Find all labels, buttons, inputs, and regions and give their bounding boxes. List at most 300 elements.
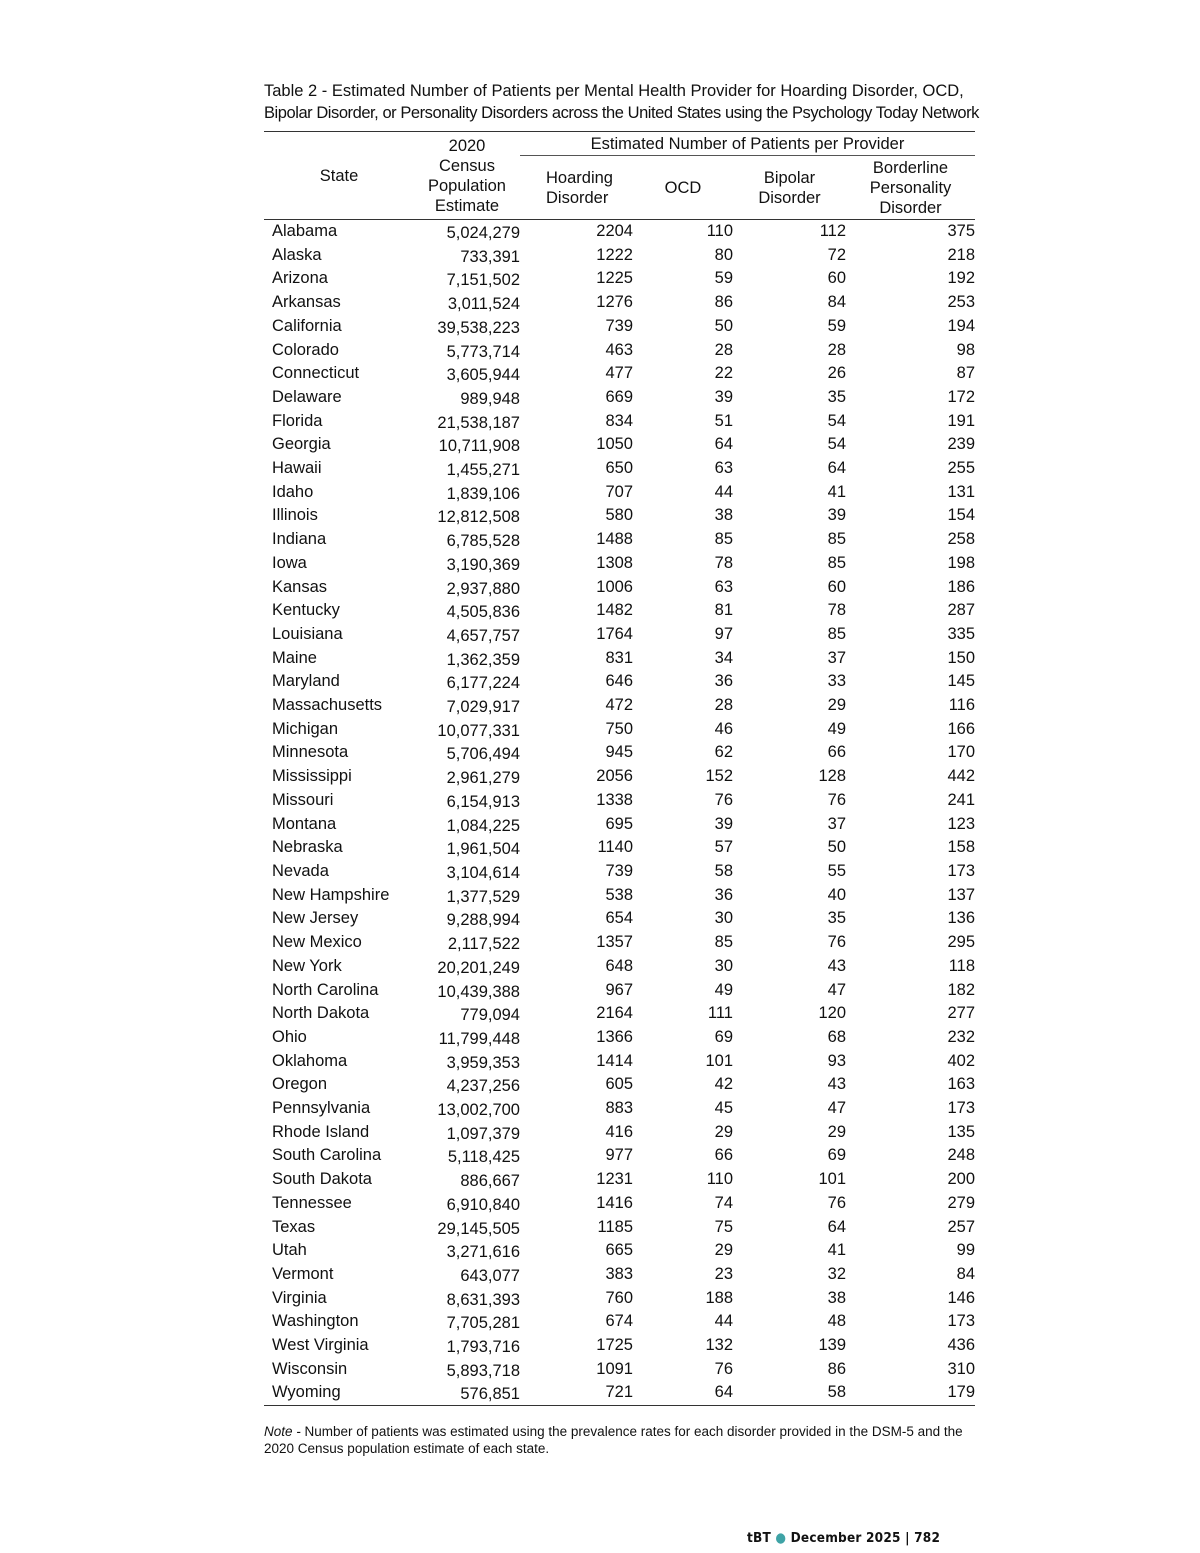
cell-population: 10,711,908 — [438, 437, 520, 456]
cell-bipolar: 39 — [827, 506, 846, 525]
cell-bipolar: 48 — [827, 1312, 846, 1331]
cell-ocd: 29 — [714, 1122, 733, 1141]
cell-bipolar: 47 — [827, 980, 846, 999]
table-row — [264, 1168, 975, 1192]
cell-population: 1,084,225 — [446, 816, 520, 835]
cell-state: Illinois — [272, 506, 318, 525]
header-borderline-line: Personality — [869, 179, 952, 197]
cell-population: 1,793,716 — [446, 1338, 520, 1357]
cell-bipolar: 49 — [827, 719, 846, 738]
cell-ocd: 28 — [714, 340, 733, 359]
cell-borderline: 442 — [947, 767, 975, 786]
cell-population: 10,077,331 — [437, 721, 520, 740]
cell-borderline: 310 — [947, 1359, 975, 1378]
table-row — [264, 741, 975, 765]
cell-population: 39,538,223 — [437, 318, 520, 337]
cell-hoarding: 831 — [605, 648, 633, 667]
cell-ocd: 152 — [705, 767, 733, 786]
cell-borderline: 173 — [947, 1312, 975, 1331]
cell-bipolar: 41 — [827, 482, 846, 501]
cell-population: 8,631,393 — [446, 1290, 520, 1309]
cell-hoarding: 1338 — [596, 790, 633, 809]
cell-state: Arizona — [272, 269, 328, 288]
header-hoarding — [520, 156, 633, 220]
cell-population: 7,705,281 — [446, 1314, 520, 1333]
cell-ocd: 59 — [714, 269, 733, 288]
page-footer — [747, 1530, 940, 1546]
table-row — [264, 362, 975, 386]
caption-title-line1: Estimated Number of Patients per Mental Health Provider for Hoarding Disorder, OCD, — [331, 82, 964, 100]
cell-ocd: 45 — [714, 1099, 733, 1118]
cell-population: 10,439,388 — [437, 982, 520, 1001]
cell-borderline: 255 — [947, 459, 975, 478]
cell-hoarding: 674 — [605, 1312, 633, 1331]
table-row — [264, 931, 975, 955]
cell-state: Kentucky — [272, 601, 340, 620]
cell-hoarding: 472 — [605, 696, 633, 715]
cell-population: 5,773,714 — [446, 342, 520, 361]
header-bipolar-line: Disorder — [758, 189, 821, 207]
cell-state: Wisconsin — [272, 1359, 348, 1378]
table-row — [264, 813, 975, 837]
cell-state: Nebraska — [272, 838, 343, 857]
cell-population: 1,961,504 — [446, 840, 520, 859]
cell-ocd: 80 — [714, 245, 733, 264]
cell-borderline: 194 — [947, 316, 975, 335]
cell-ocd: 75 — [714, 1217, 733, 1236]
cell-bipolar: 40 — [827, 885, 846, 904]
cell-borderline: 248 — [947, 1146, 975, 1165]
cell-population: 4,237,256 — [446, 1077, 520, 1096]
cell-bipolar: 120 — [818, 1004, 846, 1023]
cell-ocd: 58 — [714, 861, 733, 880]
cell-state: Montana — [272, 814, 337, 833]
table-row — [264, 1287, 975, 1311]
cell-state: Nevada — [272, 861, 329, 880]
cell-ocd: 38 — [714, 506, 733, 525]
cell-population: 5,024,279 — [446, 224, 520, 242]
cell-bipolar: 29 — [827, 1122, 846, 1141]
cell-borderline: 258 — [947, 530, 975, 549]
cell-state: Ohio — [272, 1027, 307, 1046]
cell-state: Iowa — [272, 553, 307, 572]
cell-bipolar: 29 — [827, 696, 846, 715]
cell-hoarding: 2204 — [596, 222, 633, 240]
header-borderline-line: Borderline — [872, 159, 949, 177]
cell-ocd: 39 — [714, 387, 733, 406]
cell-hoarding: 739 — [605, 861, 633, 880]
cell-population: 4,505,836 — [446, 603, 520, 622]
cell-ocd: 188 — [705, 1288, 733, 1307]
cell-state: Maine — [272, 648, 317, 667]
cell-population: 5,893,718 — [446, 1361, 520, 1380]
cell-hoarding: 669 — [605, 387, 633, 406]
header-population — [414, 132, 520, 220]
cell-hoarding: 648 — [605, 956, 633, 975]
cell-ocd: 63 — [714, 459, 733, 478]
cell-bipolar: 60 — [827, 269, 846, 288]
cell-ocd: 22 — [714, 364, 733, 383]
cell-hoarding: 650 — [605, 459, 633, 478]
cell-borderline: 154 — [947, 506, 975, 525]
cell-borderline: 99 — [956, 1241, 975, 1260]
cell-borderline: 116 — [948, 696, 975, 715]
cell-population: 6,910,840 — [446, 1195, 520, 1214]
cell-ocd: 64 — [633, 1381, 733, 1405]
cell-hoarding: 739 — [605, 316, 633, 335]
cell-population: 6,154,913 — [446, 792, 520, 811]
cell-borderline: 158 — [947, 838, 975, 857]
cell-ocd: 34 — [714, 648, 733, 667]
cell-population: 3,104,614 — [446, 863, 520, 882]
cell-borderline: 232 — [947, 1027, 975, 1046]
table-row — [264, 481, 975, 505]
data-table — [264, 131, 975, 1406]
cell-population: 733,391 — [460, 247, 520, 266]
cell-bipolar: 68 — [827, 1027, 846, 1046]
cell-borderline: 123 — [947, 814, 975, 833]
cell-hoarding: 1091 — [596, 1359, 633, 1378]
footer-separator: | — [905, 1530, 910, 1546]
cell-borderline: 375 — [947, 222, 975, 240]
cell-borderline: 172 — [947, 387, 975, 406]
footer-bullet-icon: ● — [775, 1530, 787, 1546]
cell-hoarding: 654 — [605, 909, 633, 928]
table-row — [264, 789, 975, 813]
cell-hoarding: 1414 — [596, 1051, 633, 1070]
cell-hoarding: 1140 — [597, 838, 633, 857]
cell-borderline: 295 — [947, 933, 975, 952]
table-row — [264, 1192, 975, 1216]
table-caption — [264, 80, 984, 124]
cell-bipolar: 128 — [818, 767, 846, 786]
table-row — [264, 339, 975, 363]
table-row — [264, 220, 975, 244]
cell-borderline: 191 — [947, 411, 975, 430]
cell-borderline: 118 — [948, 956, 975, 975]
cell-ocd: 97 — [714, 624, 733, 643]
cell-hoarding: 695 — [605, 814, 633, 833]
cell-ocd: 30 — [714, 909, 733, 928]
table-row — [264, 1239, 975, 1263]
cell-ocd: 64 — [714, 435, 733, 454]
table-row — [264, 1144, 975, 1168]
header-borderline — [846, 156, 975, 220]
cell-state: Utah — [272, 1241, 307, 1260]
table-body — [264, 220, 975, 1406]
cell-bipolar: 76 — [827, 933, 846, 952]
cell-population: 9,288,994 — [446, 911, 520, 930]
cell-borderline: 98 — [956, 340, 975, 359]
cell-bipolar: 43 — [827, 1075, 846, 1094]
cell-hoarding: 1416 — [596, 1193, 633, 1212]
table-row — [264, 718, 975, 742]
table-row — [264, 1002, 975, 1026]
caption-title-line2: Bipolar Disorder, or Personality Disorders across the United States using the Psychology Today Network — [264, 104, 979, 122]
cell-state: Louisiana — [272, 624, 343, 643]
cell-bipolar: 64 — [827, 459, 846, 478]
cell-bipolar: 47 — [827, 1099, 846, 1118]
table-row — [264, 291, 975, 315]
cell-borderline: 253 — [947, 293, 975, 312]
header-bipolar-line: Bipolar — [763, 169, 816, 187]
cell-state: North Carolina — [272, 980, 379, 999]
header-ocd: OCD — [633, 156, 733, 220]
cell-borderline: 257 — [947, 1217, 975, 1236]
cell-borderline: 241 — [947, 790, 975, 809]
header-borderline-line: Disorder — [879, 199, 942, 217]
cell-bipolar: 112 — [819, 222, 846, 240]
cell-borderline: 402 — [947, 1051, 975, 1070]
cell-ocd: 57 — [714, 838, 733, 857]
cell-borderline: 218 — [947, 245, 975, 264]
cell-bipolar: 72 — [827, 245, 846, 264]
cell-population: 2,961,279 — [446, 769, 520, 788]
table-row — [264, 884, 975, 908]
header-state: State — [264, 132, 414, 220]
table-row — [264, 244, 975, 268]
table-row — [264, 433, 975, 457]
cell-borderline: 287 — [947, 601, 975, 620]
table-row — [264, 1073, 975, 1097]
cell-ocd: 44 — [714, 1312, 733, 1331]
cell-hoarding: 1276 — [596, 293, 633, 312]
cell-bipolar: 66 — [827, 743, 846, 762]
header-population-line: 2020 — [448, 136, 486, 155]
cell-state: Georgia — [272, 435, 331, 454]
cell-population: 5,118,425 — [447, 1148, 520, 1167]
cell-hoarding: 538 — [605, 885, 633, 904]
cell-hoarding: 383 — [605, 1264, 633, 1283]
cell-borderline: 186 — [947, 577, 975, 596]
table-row — [264, 267, 975, 291]
cell-ocd: 86 — [714, 293, 733, 312]
cell-ocd: 101 — [705, 1051, 733, 1070]
cell-hoarding: 1482 — [596, 601, 633, 620]
cell-ocd: 39 — [714, 814, 733, 833]
cell-bipolar: 32 — [827, 1264, 846, 1283]
caption-line-1 — [264, 80, 984, 102]
cell-state: Oklahoma — [272, 1051, 348, 1070]
cell-population: 3,190,369 — [446, 555, 520, 574]
cell-bipolar: 38 — [827, 1288, 846, 1307]
cell-population: 1,377,529 — [446, 887, 520, 906]
cell-state: Wyoming — [264, 1381, 414, 1405]
cell-ocd: 76 — [714, 1359, 733, 1378]
cell-population: 29,145,505 — [437, 1219, 520, 1238]
note-label: Note - — [264, 1424, 301, 1439]
table-row — [264, 457, 975, 481]
cell-hoarding: 977 — [605, 1146, 633, 1165]
cell-borderline: 200 — [947, 1170, 975, 1189]
cell-population: 1,097,379 — [446, 1124, 520, 1143]
table-row — [264, 765, 975, 789]
table-row — [264, 1358, 975, 1382]
cell-hoarding: 665 — [605, 1241, 633, 1260]
cell-borderline: 84 — [956, 1264, 975, 1283]
cell-ocd: 110 — [706, 222, 733, 240]
table-row — [264, 528, 975, 552]
cell-state: Minnesota — [272, 743, 349, 762]
cell-state: Washington — [272, 1312, 359, 1331]
cell-ocd: 42 — [714, 1075, 733, 1094]
cell-state: Tennessee — [272, 1193, 352, 1212]
cell-population: 3,959,353 — [446, 1053, 520, 1072]
cell-borderline: 87 — [956, 364, 975, 383]
header-group-patients-per-provider: Estimated Number of Patients per Provider — [520, 132, 975, 156]
cell-population: 13,002,700 — [437, 1101, 520, 1120]
cell-bipolar: 85 — [827, 553, 846, 572]
cell-population: 12,812,508 — [437, 508, 520, 527]
table-row — [264, 670, 975, 694]
cell-borderline: 163 — [947, 1075, 975, 1094]
cell-ocd: 28 — [714, 696, 733, 715]
cell-population: 1,839,106 — [446, 484, 520, 503]
cell-population: 1,455,271 — [446, 461, 520, 480]
table-row — [264, 315, 975, 339]
cell-borderline: 182 — [947, 980, 975, 999]
cell-state: Indiana — [272, 530, 327, 549]
cell-bipolar: 43 — [827, 956, 846, 975]
cell-state: New Mexico — [272, 933, 362, 952]
cell-hoarding: 883 — [605, 1099, 633, 1118]
cell-hoarding: 1222 — [596, 245, 633, 264]
cell-state: Missouri — [272, 790, 334, 809]
cell-hoarding: 1357 — [596, 933, 633, 952]
cell-hoarding: 1231 — [596, 1170, 633, 1189]
caption-label: Table 2 - — [264, 82, 328, 100]
cell-state: Delaware — [272, 387, 342, 406]
table-row — [264, 599, 975, 623]
cell-state: West Virginia — [272, 1336, 369, 1355]
cell-bipolar: 28 — [827, 340, 846, 359]
cell-bipolar: 78 — [827, 601, 846, 620]
cell-ocd: 85 — [714, 530, 733, 549]
cell-hoarding: 1725 — [596, 1336, 633, 1355]
cell-bipolar: 33 — [827, 672, 846, 691]
cell-population: 1,362,359 — [446, 650, 520, 669]
cell-state: South Carolina — [272, 1146, 382, 1165]
header-population-line: Census — [439, 156, 495, 175]
cell-borderline: 137 — [947, 885, 975, 904]
cell-ocd: 78 — [714, 553, 733, 572]
cell-ocd: 36 — [714, 672, 733, 691]
header-hoarding-line: Hoarding — [546, 169, 613, 187]
cell-hoarding: 1050 — [596, 435, 633, 454]
table-row — [264, 1026, 975, 1050]
cell-hoarding: 477 — [605, 364, 633, 383]
table-row — [264, 955, 975, 979]
cell-state: New Hampshire — [272, 885, 390, 904]
cell-bipolar: 37 — [827, 648, 846, 667]
header-population-line: Population — [428, 176, 506, 195]
table-note — [264, 1423, 984, 1457]
cell-borderline: 179 — [846, 1381, 975, 1405]
cell-state: Texas — [272, 1217, 316, 1236]
cell-borderline: 277 — [947, 1004, 975, 1023]
cell-population: 3,271,616 — [446, 1243, 520, 1262]
cell-borderline: 136 — [947, 909, 975, 928]
cell-state: Hawaii — [272, 459, 322, 478]
cell-state: Alabama — [272, 222, 338, 240]
table-row — [264, 504, 975, 528]
cell-population: 3,605,944 — [446, 366, 520, 385]
cell-hoarding: 945 — [605, 743, 633, 762]
cell-borderline: 192 — [947, 269, 975, 288]
cell-borderline: 145 — [947, 672, 975, 691]
cell-state: Pennsylvania — [272, 1099, 371, 1118]
cell-population: 2,937,880 — [446, 579, 520, 598]
cell-bipolar: 54 — [827, 411, 846, 430]
cell-borderline: 173 — [947, 861, 975, 880]
cell-state: Kansas — [272, 577, 328, 596]
cell-state: California — [272, 316, 342, 335]
cell-hoarding: 1764 — [596, 624, 633, 643]
cell-population: 20,201,249 — [437, 958, 520, 977]
cell-bipolar: 76 — [827, 790, 846, 809]
cell-bipolar: 59 — [827, 316, 846, 335]
cell-hoarding: 580 — [605, 506, 633, 525]
cell-borderline: 173 — [947, 1099, 975, 1118]
cell-state: Michigan — [272, 719, 339, 738]
header-hoarding-line: Disorder — [546, 189, 609, 207]
cell-hoarding: 1488 — [596, 530, 633, 549]
cell-hoarding: 760 — [605, 1288, 633, 1307]
cell-ocd: 76 — [714, 790, 733, 809]
cell-state: Virginia — [272, 1288, 327, 1307]
cell-bipolar: 60 — [827, 577, 846, 596]
header-bipolar — [733, 156, 846, 220]
cell-population: 576,851 — [414, 1383, 520, 1407]
cell-bipolar: 93 — [827, 1051, 846, 1070]
cell-borderline: 150 — [947, 648, 975, 667]
cell-state: Colorado — [272, 340, 339, 359]
cell-ocd: 50 — [714, 316, 733, 335]
cell-population: 7,029,917 — [446, 698, 520, 717]
table-row — [264, 860, 975, 884]
table-row — [264, 1310, 975, 1334]
cell-population: 2,117,522 — [447, 935, 520, 954]
cell-population: 4,657,757 — [446, 626, 520, 645]
cell-bipolar: 37 — [827, 814, 846, 833]
cell-hoarding: 967 — [605, 980, 633, 999]
cell-bipolar: 35 — [827, 387, 846, 406]
cell-borderline: 198 — [947, 553, 975, 572]
cell-hoarding: 1308 — [596, 553, 633, 572]
cell-state: South Dakota — [272, 1170, 372, 1189]
cell-bipolar: 139 — [818, 1336, 846, 1355]
cell-bipolar: 69 — [827, 1146, 846, 1165]
cell-bipolar: 35 — [827, 909, 846, 928]
cell-borderline: 239 — [947, 435, 975, 454]
table-row — [264, 1050, 975, 1074]
table-row — [264, 623, 975, 647]
table-row — [264, 1097, 975, 1121]
header-population-line: Estimate — [434, 196, 500, 215]
cell-ocd: 63 — [714, 577, 733, 596]
cell-state: Vermont — [272, 1264, 334, 1283]
cell-bipolar: 50 — [827, 838, 846, 857]
cell-state: Idaho — [272, 482, 314, 501]
cell-population: 6,785,528 — [446, 532, 520, 551]
cell-state: Connecticut — [272, 364, 360, 383]
cell-ocd: 85 — [714, 933, 733, 952]
cell-state: Maryland — [272, 672, 340, 691]
cell-population: 11,799,448 — [438, 1029, 520, 1048]
cell-hoarding: 463 — [605, 340, 633, 359]
cell-ocd: 69 — [714, 1027, 733, 1046]
cell-hoarding: 646 — [605, 672, 633, 691]
